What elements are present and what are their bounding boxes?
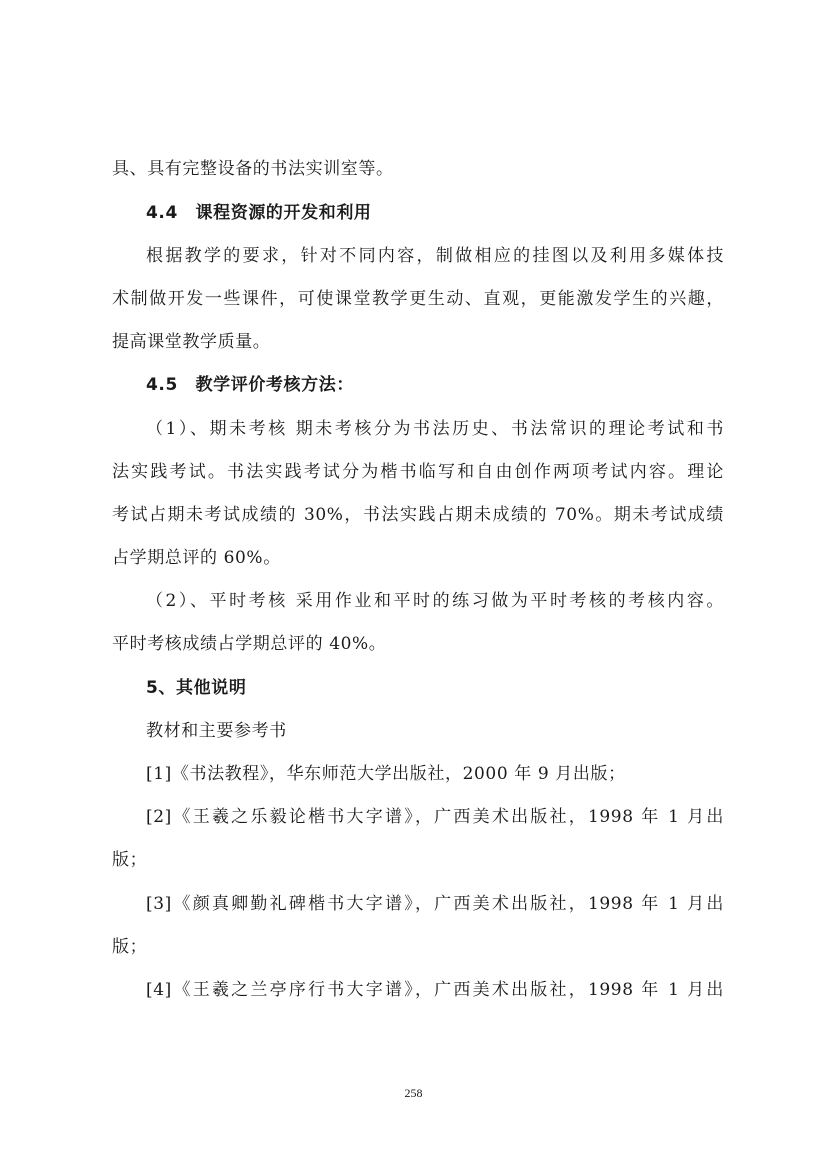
reference-item: [1]《书法教程》，华东师范大学出版社，2000 年 9 月出版； <box>146 764 626 784</box>
paragraph-line: 具、具有完整设备的书法实训室等。 <box>112 159 394 179</box>
reference-item-continued: 版； <box>112 937 148 957</box>
page-number: 258 <box>404 1086 423 1100</box>
section-heading-5: 5、其他说明 <box>146 678 247 698</box>
paragraph-line: 考试占期未考试成绩的 30%，书法实践占期未成绩的 70%。期未考试成绩 <box>112 505 724 525</box>
paragraph-line: 根据教学的要求，针对不同内容，制做相应的挂图以及利用多媒体技 <box>146 246 724 266</box>
paragraph-line: 平时考核成绩占学期总评的 40%。 <box>112 634 387 654</box>
paragraph-line: 提高课堂教学质量。 <box>112 332 271 352</box>
paragraph-line: （1）、期未考核 期未考核分为书法历史、书法常识的理论考试和书 <box>146 419 724 439</box>
reference-item: [3]《颜真卿勤礼碑楷书大字谱》，广西美术出版社，1998 年 1 月出 <box>146 894 724 914</box>
paragraph-line: 占学期总评的 60%。 <box>112 548 281 568</box>
section-heading-4-5: 4.5 教学评价考核方法： <box>146 375 354 395</box>
paragraph-line: 法实践考试。书法实践考试分为楷书临写和自由创作两项考试内容。理论 <box>112 462 724 482</box>
paragraph-line: 教材和主要参考书 <box>146 721 287 741</box>
reference-item-continued: 版； <box>112 850 148 870</box>
reference-item: [4]《王羲之兰亭序行书大字谱》，广西美术出版社，1998 年 1 月出 <box>146 980 724 1000</box>
paragraph-line: （2）、平时考核 采用作业和平时的练习做为平时考核的考核内容。 <box>146 591 724 611</box>
paragraph-line: 术制做开发一些课件，可使课堂教学更生动、直观，更能激发学生的兴趣， <box>112 289 724 309</box>
section-heading-4-4: 4.4 课程资源的开发和利用 <box>146 203 372 223</box>
reference-item: [2]《王羲之乐毅论楷书大字谱》，广西美术出版社，1998 年 1 月出 <box>146 807 724 827</box>
